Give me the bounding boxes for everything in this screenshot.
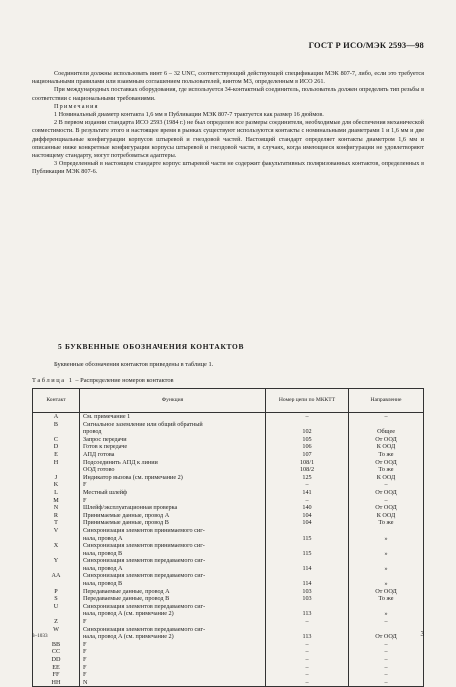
table-row bbox=[33, 542, 424, 550]
contact-cell: N bbox=[33, 504, 80, 512]
column-header-circuit: Номер цепи по МККТТ bbox=[266, 389, 349, 413]
contact-cell: CC bbox=[33, 648, 80, 656]
circuit-number-cell: 115 bbox=[266, 550, 349, 558]
contact-cell: HH bbox=[33, 679, 80, 687]
circuit-number-cell: 106 bbox=[266, 443, 349, 451]
paragraph-block bbox=[32, 70, 424, 177]
direction-cell bbox=[349, 572, 424, 580]
contact-cell bbox=[33, 535, 80, 543]
function-cell: F bbox=[80, 618, 266, 626]
circuit-number-cell bbox=[266, 603, 349, 611]
function-cell: F bbox=[80, 671, 266, 679]
circuit-number-cell: 103 bbox=[266, 595, 349, 603]
direction-cell: – bbox=[349, 664, 424, 672]
function-cell: Принимаемые данные, провод A bbox=[80, 512, 266, 520]
table-row bbox=[33, 671, 424, 679]
direction-cell: » bbox=[349, 550, 424, 558]
contacts-table bbox=[32, 388, 424, 687]
direction-cell: От ООД bbox=[349, 504, 424, 512]
circuit-number-cell bbox=[266, 421, 349, 429]
circuit-number-cell: 107 bbox=[266, 451, 349, 459]
contact-cell: DD bbox=[33, 656, 80, 664]
function-cell: Синхронизация элементов принимаемого сиг- bbox=[80, 542, 266, 550]
function-cell: Синхронизация элементов передаваемого сиг- bbox=[80, 626, 266, 634]
paragraph: Соединители должны использовать винт 6 – 32 UNC, соответствующий действующей спецификации МЭК 807-7, либо, если это требуется национальными правилами или взаимным соглашением пользователей, винтом М3, определенным в ИСО 261. bbox=[32, 70, 424, 86]
table-row bbox=[33, 413, 424, 421]
direction-cell: – bbox=[349, 481, 424, 489]
function-cell: АПД готова bbox=[80, 451, 266, 459]
function-cell: Синхронизация элементов принимаемого сиг- bbox=[80, 527, 266, 535]
direction-cell: » bbox=[349, 610, 424, 618]
function-cell: нала, провод B bbox=[80, 550, 266, 558]
contact-cell: J bbox=[33, 474, 80, 482]
table-row bbox=[33, 527, 424, 535]
table-row bbox=[33, 641, 424, 649]
table-row bbox=[33, 519, 424, 527]
function-cell: F bbox=[80, 648, 266, 656]
direction-cell: К ООД bbox=[349, 443, 424, 451]
circuit-number-cell bbox=[266, 542, 349, 550]
function-cell: Готов к передаче bbox=[80, 443, 266, 451]
circuit-number-cell: 104 bbox=[266, 512, 349, 520]
direction-cell: – bbox=[349, 648, 424, 656]
contact-cell: X bbox=[33, 542, 80, 550]
circuit-number-cell bbox=[266, 557, 349, 565]
table-row bbox=[33, 504, 424, 512]
section-title: 5 БУКВЕННЫЕ ОБОЗНАЧЕНИЯ КОНТАКТОВ bbox=[58, 342, 245, 351]
table-row bbox=[33, 451, 424, 459]
function-cell: F bbox=[80, 481, 266, 489]
contact-cell: K bbox=[33, 481, 80, 489]
circuit-number-cell: – bbox=[266, 481, 349, 489]
function-cell: Индикатор вызова (см. примечание 2) bbox=[80, 474, 266, 482]
table-row bbox=[33, 626, 424, 634]
direction-cell bbox=[349, 542, 424, 550]
function-cell: Запрос передачи bbox=[80, 436, 266, 444]
paragraph: 1 Номинальный диаметр контакта 1,6 мм в Публикации МЭК 807-7 трактуется как размер 16 дюймов. bbox=[54, 111, 324, 119]
document-header: ГОСТ Р ИСО/МЭК 2593—98 bbox=[308, 40, 424, 50]
direction-cell: – bbox=[349, 656, 424, 664]
direction-cell: К ООД bbox=[349, 474, 424, 482]
table-row bbox=[33, 565, 424, 573]
function-cell: N bbox=[80, 679, 266, 687]
table-intro: Буквенные обозначения контактов приведены в таблице 1. bbox=[54, 361, 214, 368]
direction-cell: От ООД bbox=[349, 436, 424, 444]
direction-cell: К ООД bbox=[349, 512, 424, 520]
column-header-contact: Контакт bbox=[33, 389, 80, 413]
table-row bbox=[33, 497, 424, 505]
circuit-number-cell: 141 bbox=[266, 489, 349, 497]
table-row bbox=[33, 572, 424, 580]
notes-heading: Примечания bbox=[54, 102, 99, 110]
direction-cell bbox=[349, 421, 424, 429]
contact-cell: L bbox=[33, 489, 80, 497]
direction-cell bbox=[349, 626, 424, 634]
table-row bbox=[33, 421, 424, 429]
table-row bbox=[33, 603, 424, 611]
function-cell: Синхронизация элементов передаваемого сиг- bbox=[80, 557, 266, 565]
function-cell: См. примечание 1 bbox=[80, 413, 266, 421]
direction-cell: То же bbox=[349, 595, 424, 603]
circuit-number-cell: – bbox=[266, 641, 349, 649]
circuit-number-cell bbox=[266, 527, 349, 535]
circuit-number-cell: 108/2 bbox=[266, 466, 349, 474]
circuit-number-cell: – bbox=[266, 679, 349, 687]
direction-cell: От ООД bbox=[349, 459, 424, 467]
function-cell: ООД готово bbox=[80, 466, 266, 474]
paragraph: При международных поставках оборудования, где используется 34-контактный соединитель, пользователь должен определять тип резьбы в соответствии с национальными требованиями. bbox=[32, 86, 424, 102]
contact-cell: M bbox=[33, 497, 80, 505]
direction-cell: – bbox=[349, 671, 424, 679]
function-cell: нала, провод A (см. примечание 2) bbox=[80, 633, 266, 641]
direction-cell: – bbox=[349, 641, 424, 649]
table-header-row bbox=[33, 389, 424, 413]
contact-cell bbox=[33, 550, 80, 558]
circuit-number-cell: 114 bbox=[266, 580, 349, 588]
circuit-number-cell: 105 bbox=[266, 436, 349, 444]
direction-cell: То же bbox=[349, 466, 424, 474]
circuit-number-cell: – bbox=[266, 648, 349, 656]
function-cell: Сигнальное заземление или общий обратный bbox=[80, 421, 266, 429]
circuit-number-cell: – bbox=[266, 671, 349, 679]
circuit-number-cell bbox=[266, 572, 349, 580]
table-caption-label: Таблица 1 bbox=[32, 377, 74, 384]
function-cell: F bbox=[80, 656, 266, 664]
contact-cell: R bbox=[33, 512, 80, 520]
contact-cell: D bbox=[33, 443, 80, 451]
direction-cell: » bbox=[349, 565, 424, 573]
function-cell: F bbox=[80, 497, 266, 505]
direction-cell: То же bbox=[349, 519, 424, 527]
circuit-number-cell: – bbox=[266, 497, 349, 505]
function-cell: нала, провод A bbox=[80, 565, 266, 573]
function-cell: Синхронизация элементов передаваемого сиг- bbox=[80, 572, 266, 580]
paragraph: 2 В первом издании стандарта ИСО 2593 (1984 г.) не был определен все размеры соединителя, необходимые для обеспечения механической совместимости. В результате этого и настоящее время в рынках существуют используются контакты с номинальными диаметрами 1 и 1,6 мм и две дифференциальные конфигурации корпусов штыревой и гнездовой частей. Настоящий стандарт определяет контакты диаметром 1,6 мм и описанные ниже конкретные конфигурации корпусы штыревой и гнездовой части, в случаях, когда имеющиеся конфигурации не удовлетворяют настоящему стандарту, могут потребоваться адаптеры. bbox=[32, 119, 424, 160]
circuit-number-cell: 113 bbox=[266, 633, 349, 641]
table-row bbox=[33, 580, 424, 588]
table-row bbox=[33, 679, 424, 687]
function-cell: F bbox=[80, 641, 266, 649]
contact-cell: EE bbox=[33, 664, 80, 672]
table-caption bbox=[32, 377, 174, 384]
direction-cell: – bbox=[349, 679, 424, 687]
column-header-function: Функция bbox=[80, 389, 266, 413]
table-row bbox=[33, 633, 424, 641]
function-cell: Местный шлейф bbox=[80, 489, 266, 497]
circuit-number-cell: 140 bbox=[266, 504, 349, 512]
direction-cell: То же bbox=[349, 451, 424, 459]
table-row bbox=[33, 550, 424, 558]
circuit-number-cell: 102 bbox=[266, 428, 349, 436]
direction-cell bbox=[349, 527, 424, 535]
table-row bbox=[33, 557, 424, 565]
contact-cell: Z bbox=[33, 618, 80, 626]
direction-cell: – bbox=[349, 497, 424, 505]
contact-cell bbox=[33, 580, 80, 588]
table-row bbox=[33, 595, 424, 603]
contact-cell bbox=[33, 466, 80, 474]
contact-cell: H bbox=[33, 459, 80, 467]
contact-cell: BB bbox=[33, 641, 80, 649]
contact-cell bbox=[33, 428, 80, 436]
table-row bbox=[33, 459, 424, 467]
direction-cell: От ООД bbox=[349, 489, 424, 497]
contact-cell: AA bbox=[33, 572, 80, 580]
circuit-number-cell: – bbox=[266, 413, 349, 421]
contact-cell: U bbox=[33, 603, 80, 611]
function-cell: провод bbox=[80, 428, 266, 436]
contact-cell: P bbox=[33, 588, 80, 596]
circuit-number-cell: 113 bbox=[266, 610, 349, 618]
direction-cell: – bbox=[349, 618, 424, 626]
function-cell: нала, провод A bbox=[80, 535, 266, 543]
function-cell: Синхронизация элементов передаваемого сиг- bbox=[80, 603, 266, 611]
circuit-number-cell: – bbox=[266, 618, 349, 626]
table-row bbox=[33, 443, 424, 451]
circuit-number-cell: – bbox=[266, 664, 349, 672]
table-row bbox=[33, 588, 424, 596]
table-row bbox=[33, 474, 424, 482]
table-row bbox=[33, 618, 424, 626]
contact-cell: V bbox=[33, 527, 80, 535]
table-row bbox=[33, 436, 424, 444]
table-row bbox=[33, 512, 424, 520]
direction-cell: Общее bbox=[349, 428, 424, 436]
table-row bbox=[33, 610, 424, 618]
table-row bbox=[33, 664, 424, 672]
contact-cell: FF bbox=[33, 671, 80, 679]
function-cell: Передаваемые данные, провод B bbox=[80, 595, 266, 603]
circuit-number-cell: 108/1 bbox=[266, 459, 349, 467]
table-caption-text: – Распределение номеров контактов bbox=[75, 377, 174, 384]
contact-cell: W bbox=[33, 626, 80, 634]
contact-cell bbox=[33, 610, 80, 618]
table-row bbox=[33, 656, 424, 664]
paragraph: 3 Определенный в настоящем стандарте корпус штыревой части не содержит факультативных поляризованных контактов, определенных в Публикации МЭК 807-6. bbox=[32, 160, 424, 176]
function-cell: Шлейф/эксплуатационная проверка bbox=[80, 504, 266, 512]
function-cell: Передаваемые данные, провод A bbox=[80, 588, 266, 596]
table-row bbox=[33, 648, 424, 656]
circuit-number-cell: 114 bbox=[266, 565, 349, 573]
contact-cell: T bbox=[33, 519, 80, 527]
contact-cell: Y bbox=[33, 557, 80, 565]
table-row bbox=[33, 428, 424, 436]
circuit-number-cell bbox=[266, 626, 349, 634]
circuit-number-cell: 103 bbox=[266, 588, 349, 596]
circuit-number-cell: 104 bbox=[266, 519, 349, 527]
table-row bbox=[33, 481, 424, 489]
function-cell: нала, провод A (см. примечание 2) bbox=[80, 610, 266, 618]
footer-code: 3–1033 bbox=[32, 633, 48, 639]
direction-cell: » bbox=[349, 580, 424, 588]
contact-cell bbox=[33, 565, 80, 573]
function-cell: F bbox=[80, 664, 266, 672]
direction-cell bbox=[349, 603, 424, 611]
circuit-number-cell: 125 bbox=[266, 474, 349, 482]
contact-cell: A bbox=[33, 413, 80, 421]
function-cell: нала, провод B bbox=[80, 580, 266, 588]
function-cell: Принимаемые данные, провод B bbox=[80, 519, 266, 527]
table-row bbox=[33, 466, 424, 474]
table-row bbox=[33, 535, 424, 543]
function-cell: Подсоединить АПД к линии bbox=[80, 459, 266, 467]
table-body bbox=[33, 413, 424, 687]
circuit-number-cell: 115 bbox=[266, 535, 349, 543]
circuit-number-cell: – bbox=[266, 656, 349, 664]
direction-cell: От ООД bbox=[349, 633, 424, 641]
direction-cell: – bbox=[349, 413, 424, 421]
contact-cell: E bbox=[33, 451, 80, 459]
contact-cell: B bbox=[33, 421, 80, 429]
direction-cell: » bbox=[349, 535, 424, 543]
table-row bbox=[33, 489, 424, 497]
contact-cell: S bbox=[33, 595, 80, 603]
contact-cell: C bbox=[33, 436, 80, 444]
column-header-direction: Направление bbox=[349, 389, 424, 413]
direction-cell bbox=[349, 557, 424, 565]
direction-cell: От ООД bbox=[349, 588, 424, 596]
page-number: 3 bbox=[420, 630, 424, 638]
